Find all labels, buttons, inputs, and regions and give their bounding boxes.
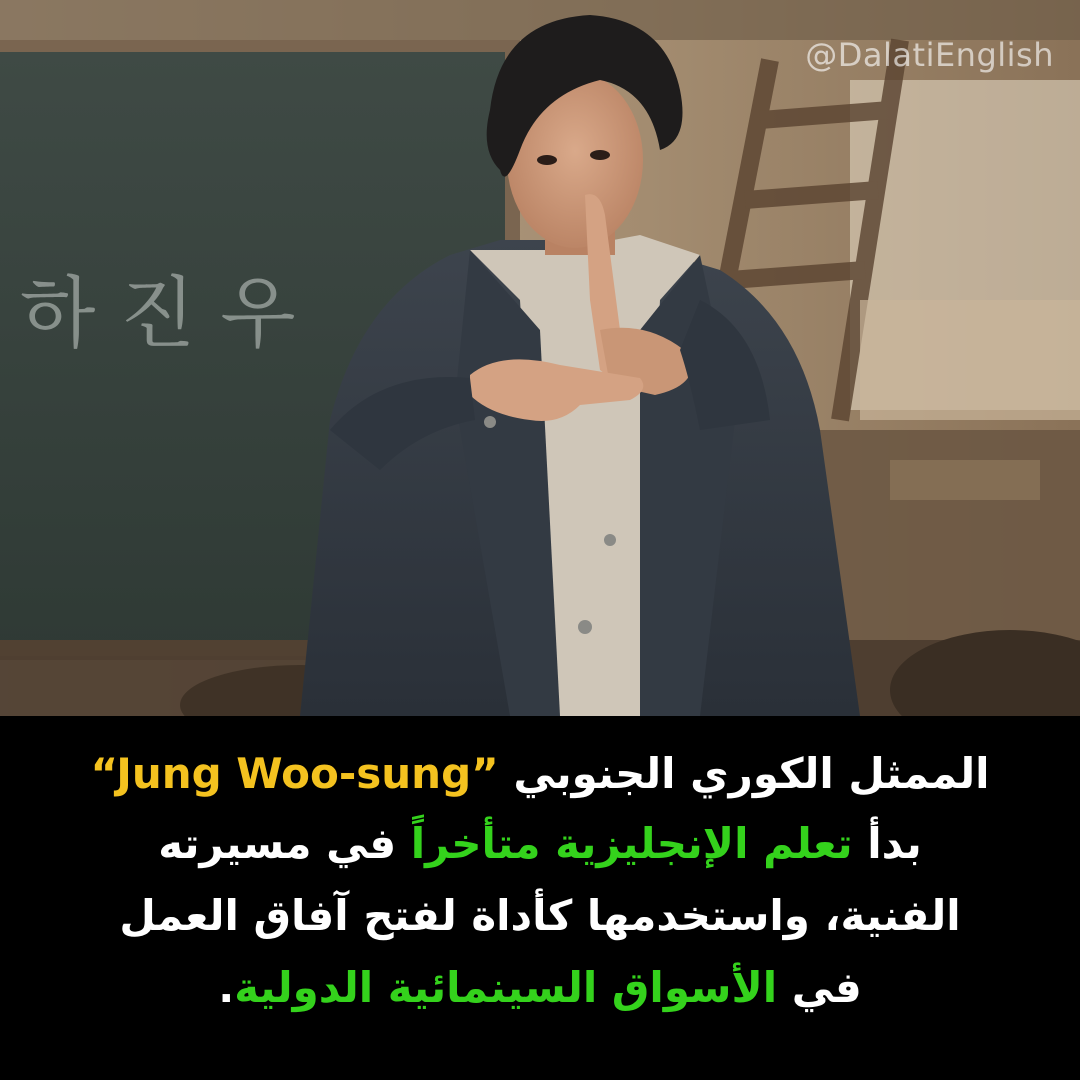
caption-line-4-start: في (791, 963, 862, 1012)
close-quote: ” (471, 749, 499, 798)
caption-line-4 (0, 958, 1080, 1018)
caption-line-2 (0, 814, 1080, 874)
highlight-international-markets: الأسواق السينمائية الدولية (234, 963, 778, 1012)
chalkboard-text: 하 진 우 (20, 269, 296, 359)
caption-line-3: الفنية، واستخدمها كأداة لفتح آفاق العمل (119, 891, 961, 940)
caption-line-2-end: في مسيرته (158, 819, 397, 868)
actor-name (90, 744, 498, 804)
highlight-learning-english: تعلم الإنجليزية متأخراً (410, 819, 853, 868)
actor-name-text: Jung Woo-sung (116, 749, 472, 798)
caption-line-1 (0, 744, 1080, 804)
jacket-button (484, 416, 496, 428)
caption-block (0, 716, 1080, 1080)
watermark: @DalatiEnglish (805, 36, 1054, 74)
caption-period: . (218, 963, 235, 1012)
jacket-button (604, 534, 616, 546)
jacket-button (578, 620, 592, 634)
open-quote: “ (90, 749, 117, 798)
caption-line-1-text: الممثل الكوري الجنوبي (513, 749, 990, 798)
caption-line-2-start: بدأ (867, 819, 922, 868)
